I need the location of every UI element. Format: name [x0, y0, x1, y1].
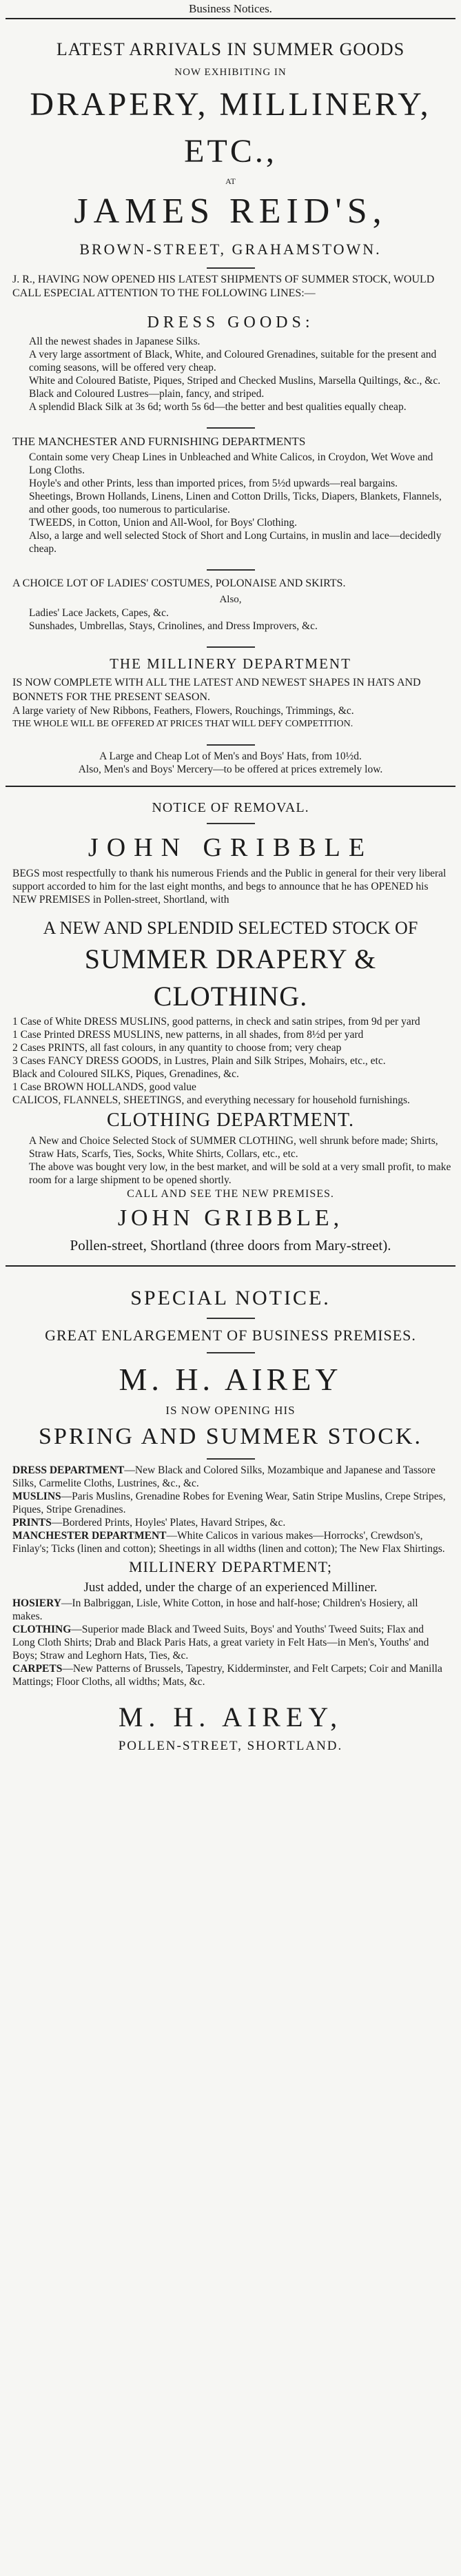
airey-name: M. H. AIREY [119, 1362, 342, 1397]
divider [207, 646, 255, 648]
reid-costumes-title: A CHOICE LOT OF LADIES' COSTUMES, POLONAISE AND SKIRTS. [12, 577, 346, 589]
reid-intro: J. R., HAVING NOW OPENED HIS LATEST SHIPMENTS OF SUMMER STOCK, WOULD CALL ESPECIAL ATTENTION TO THE FOLLOWING LINES:— [12, 274, 435, 299]
list-item: Also, a large and well selected Stock of Short and Long Curtains, in muslin and lace—decidedly cheap. [29, 530, 442, 555]
list-item: Sheetings, Brown Hollands, Linens, Linen and Cotton Drills, Ticks, Diapers, Blankets, Flannels, and other goods, too numerous to particularise. [29, 491, 442, 515]
divider [207, 744, 255, 746]
list-item: Black and Coloured Lustres—plain, fancy, and striped. [29, 388, 265, 400]
list-item [12, 1529, 449, 1555]
dept-label: PRINTS [12, 1517, 52, 1529]
gribble-clothing-title: CLOTHING DEPARTMENT. [107, 1110, 354, 1131]
list-item: A splendid Black Silk at 3s 6d; worth 5s 6d—the better and best qualities equally cheap. [29, 401, 407, 413]
airey-departments-2 [6, 1597, 455, 1688]
gribble-new-stock: A NEW AND SPLENDID SELECTED STOCK OF [43, 918, 418, 938]
list-item: A Large and Cheap Lot of Men's and Boys' Hats, from 10½d. [99, 750, 362, 762]
dept-text: —In Balbriggan, Lisle, White Cotton, in hose and half-hose; Children's Hosiery, all makes. [12, 1597, 418, 1622]
gribble-call: CALL AND SEE THE NEW PREMISES. [127, 1188, 334, 1200]
gribble-sign-address: Pollen-street, Shortland (three doors from Mary-street). [70, 1237, 391, 1254]
reid-millinery-complete: IS NOW COMPLETE WITH ALL THE LATEST AND NEWEST SHAPES IN HATS AND BONNETS FOR THE PRESENT SEASON. [12, 677, 421, 703]
list-item [12, 1662, 449, 1688]
divider [207, 427, 255, 429]
reid-name: JAMES REID'S, [74, 192, 387, 231]
gribble-name: JOHN GRIBBLE [88, 833, 373, 862]
divider [207, 1458, 255, 1460]
list-item: TWEEDS, in Cotton, Union and All-Wool, for Boys' Clothing. [29, 517, 298, 529]
airey-spring: SPRING AND SUMMER STOCK. [39, 1424, 422, 1449]
reid-millinery-prices: THE WHOLE WILL BE OFFERED AT PRICES THAT WILL DEFY COMPETITION. [12, 719, 354, 729]
reid-costumes-list [6, 606, 455, 633]
gribble-items [6, 1015, 455, 1107]
reid-address: BROWN-STREET, GRAHAMSTOWN. [79, 241, 382, 258]
gribble-sign-name: JOHN GRIBBLE, [117, 1205, 344, 1231]
reid-advert [6, 19, 455, 786]
gribble-clothing-text: A New and Choice Selected Stock of SUMMER CLOTHING, well shrunk before made; Shirts, Straw Hats, Scarfs, Ties, Socks, White Shirts, Collars, etc., etc. [29, 1135, 438, 1160]
list-item: 1 Case BROWN HOLLANDS, good value [12, 1081, 196, 1093]
list-item: Hoyle's and other Prints, less than imported prices, from 5½d upwards—real bargains. [29, 478, 398, 489]
reid-manchester-title: THE MANCHESTER AND FURNISHING DEPARTMENTS [12, 435, 306, 448]
dept-text: —New Patterns of Brussels, Tapestry, Kidderminster, and Felt Carpets; Coir and Manilla Mattings; Floor Cloths, all widths; Mats, &c. [12, 1663, 442, 1688]
list-item [12, 1464, 449, 1490]
reid-headline: LATEST ARRIVALS IN SUMMER GOODS [56, 39, 405, 59]
reid-dress-title: DRESS GOODS: [147, 314, 314, 331]
list-item [12, 1623, 449, 1662]
airey-sign-name: M. H. AIREY, [118, 1701, 343, 1732]
dept-text: —White Calicos in various makes—Horrocks', Crewdson's, Finlay's; Ticks (linen and cotton); Sheetings in all widths (linen and cotton); The New Flax Shirtings. [12, 1530, 445, 1555]
dept-label: CLOTHING [12, 1624, 72, 1635]
dept-text: —Bordered Prints, Hoyles' Plates, Havard Stripes, &c. [51, 1517, 286, 1529]
list-item: Black and Coloured SILKS, Piques, Grenadines, &c. [12, 1068, 239, 1080]
list-item [12, 1516, 449, 1529]
reid-hats-list [6, 750, 455, 776]
airey-special: SPECIAL NOTICE. [130, 1287, 331, 1309]
divider [207, 1318, 255, 1319]
airey-departments [6, 1464, 455, 1555]
airey-opening: IS NOW OPENING HIS [165, 1404, 296, 1417]
reid-manchester-list [6, 451, 455, 555]
gribble-summer: SUMMER DRAPERY & CLOTHING. [84, 943, 377, 1012]
list-item: Sunshades, Umbrellas, Stays, Crinolines, and Dress Improvers, &c. [29, 620, 318, 632]
airey-millinery-title: MILLINERY DEPARTMENT; [129, 1558, 332, 1575]
dept-label: MUSLINS [12, 1491, 61, 1502]
gribble-note: The above was bought very low, in the best market, and will be sold at a very small profit, to make room for a large shipment to be opened shortly. [29, 1161, 451, 1186]
dept-text: —Superior made Black and Tweed Suits, Boys' and Youths' Tweed Suits; Flax and Long Cloth Shirts; Drab and Black Paris Hats, a great variety in Felt Hats—in Men's, Youths' and Boys; Straw and Leghorn Hats, Ties, &c. [12, 1624, 429, 1662]
divider [207, 823, 255, 824]
reid-millinery-title: THE MILLINERY DEPARTMENT [110, 655, 351, 672]
airey-enlargement: GREAT ENLARGEMENT OF BUSINESS PREMISES. [45, 1327, 416, 1344]
dept-text: —New Black and Colored Silks, Mozambique and Japanese and Tassore Silks, Carmelite Cloths, Lustrines, &c., &c. [12, 1464, 436, 1489]
list-item: Ladies' Lace Jackets, Capes, &c. [29, 607, 169, 619]
list-item: A very large assortment of Black, White, and Coloured Grenadines, suitable for the present and coming seasons, will be offered very cheap. [29, 349, 437, 374]
list-item: 1 Case of White DRESS MUSLINS, good patterns, in check and satin stripes, from 9d per yard [12, 1016, 420, 1028]
gribble-notice: NOTICE OF REMOVAL. [152, 800, 309, 815]
list-item: CALICOS, FLANNELS, SHEETINGS, and everything necessary for household furnishings. [12, 1094, 410, 1106]
gribble-intro: BEGS most respectfully to thank his numerous Friends and the Public in general for their very liberal support accorded to him for the last eight months, and begs to announce that he has OPENED his NEW PREMISES in Pollen-street, Shortland, with [12, 868, 447, 906]
dept-label: HOSIERY [12, 1597, 61, 1609]
list-item [12, 1490, 449, 1516]
airey-sign-address: POLLEN-STREET, SHORTLAND. [118, 1739, 343, 1753]
section-header: Business Notices. [189, 2, 272, 15]
reid-now-exhibiting: NOW EXHIBITING IN [174, 67, 287, 78]
list-item: 3 Cases FANCY DRESS GOODS, in Lustres, Plain and Silk Stripes, Mohairs, etc., etc. [12, 1055, 386, 1067]
airey-advert [6, 1267, 455, 1756]
dept-label: CARPETS [12, 1663, 63, 1675]
list-item: All the newest shades in Japanese Silks. [29, 336, 201, 347]
list-item: Also, Men's and Boys' Mercery—to be offered at prices extremely low. [78, 764, 383, 775]
list-item: Contain some very Cheap Lines in Unbleached and White Calicos, in Croydon, Wet Wove and Long Cloths. [29, 451, 433, 476]
list-item: 2 Cases PRINTS, all fast colours, in any quantity to choose from; very cheap [12, 1042, 342, 1054]
reid-drapery-heading: DRAPERY, MILLINERY, ETC., [30, 86, 431, 170]
list-item: 1 Case Printed DRESS MUSLINS, new patterns, in all shades, from 8½d per yard [12, 1029, 364, 1041]
gribble-advert [6, 787, 455, 1265]
dept-label: MANCHESTER DEPARTMENT [12, 1530, 167, 1542]
reid-dress-list [6, 335, 455, 413]
list-item [12, 1597, 449, 1623]
reid-at: AT [225, 176, 236, 186]
dept-text: —Paris Muslins, Grenadine Robes for Evening Wear, Satin Stripe Muslins, Crepe Stripes, Piques, Stripe Grenadines. [12, 1491, 446, 1515]
dept-label: DRESS DEPARTMENT [12, 1464, 125, 1476]
reid-costumes-also: Also, [219, 594, 242, 605]
airey-millinery-sub: Just added, under the charge of an experienced Milliner. [83, 1580, 378, 1595]
reid-millinery-variety: A large variety of New Ribbons, Feathers, Flowers, Rouchings, Trimmings, &c. [12, 705, 354, 717]
list-item: White and Coloured Batiste, Piques, Striped and Checked Muslins, Marsella Quiltings, &c., &c. [29, 375, 441, 387]
divider [207, 569, 255, 571]
divider [207, 1352, 255, 1353]
divider [207, 267, 255, 269]
